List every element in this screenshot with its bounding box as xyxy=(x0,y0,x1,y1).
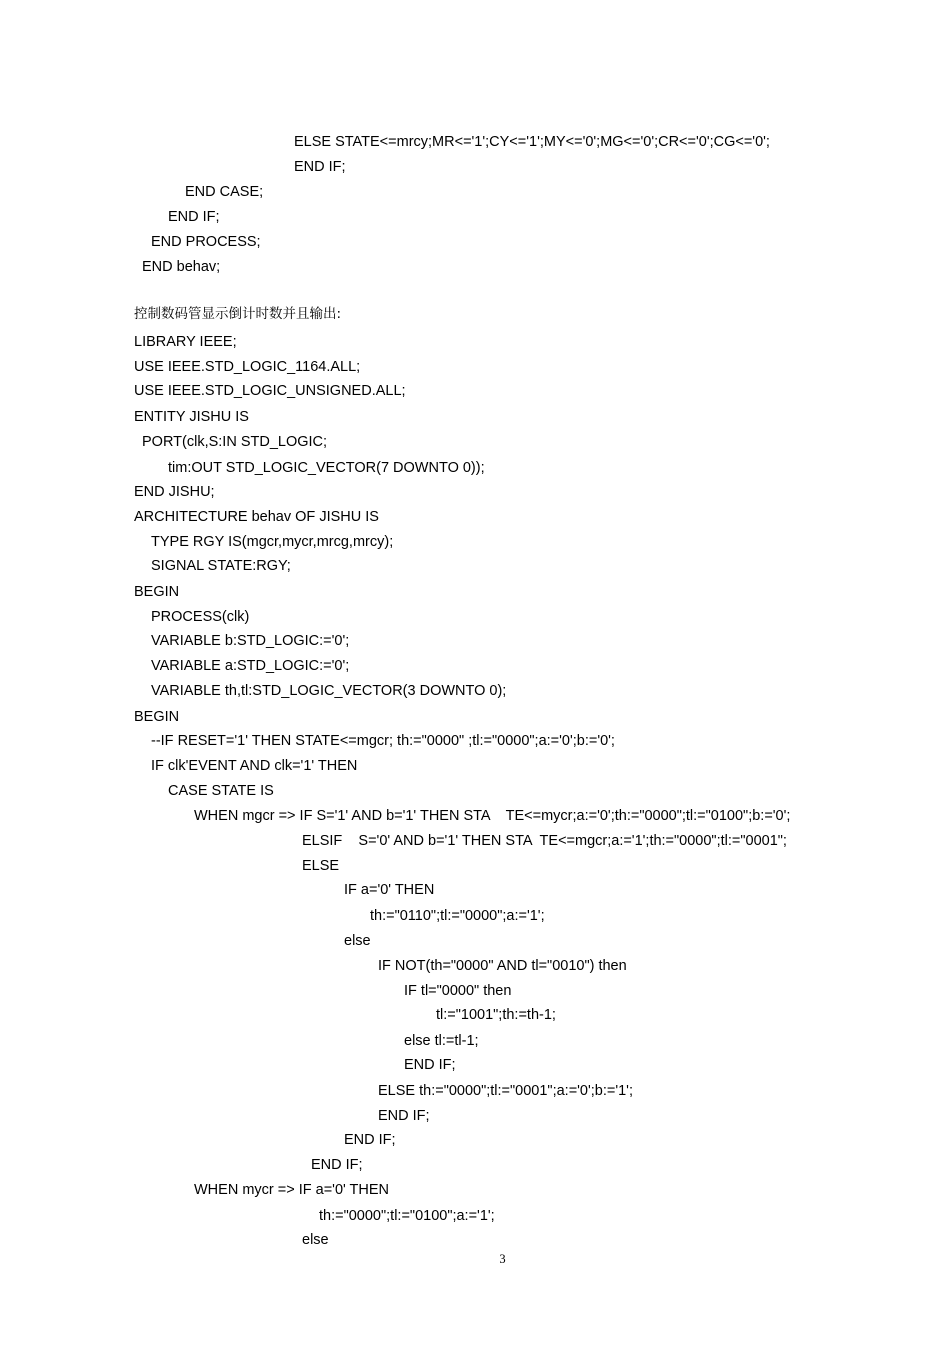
code-line: else tl:=tl-1; xyxy=(404,1033,479,1049)
code-line: USE IEEE.STD_LOGIC_1164.ALL; xyxy=(134,359,361,375)
code-line: th:="0110";tl:="0000";a:='1'; xyxy=(370,908,545,924)
code-line: END IF; xyxy=(404,1057,456,1073)
code-line: END IF; xyxy=(344,1132,396,1148)
code-line: PROCESS(clk) xyxy=(151,609,250,625)
code-line: SIGNAL STATE:RGY; xyxy=(151,558,291,574)
code-line: ARCHITECTURE behav OF JISHU IS xyxy=(134,509,379,525)
code-line: USE IEEE.STD_LOGIC_UNSIGNED.ALL; xyxy=(134,383,406,399)
code-line: tl:="1001";th:=th-1; xyxy=(436,1007,556,1023)
code-line: ENTITY JISHU IS xyxy=(134,409,249,425)
code-line: IF tl="0000" then xyxy=(404,983,512,999)
code-line: END IF; xyxy=(294,159,346,175)
code-line: VARIABLE a:STD_LOGIC:='0'; xyxy=(151,658,350,674)
code-line: ELSIF S='0' AND b='1' THEN STA TE<=mgcr;a:='1';th:="0000";tl:="0001"; xyxy=(302,833,787,849)
code-line: BEGIN xyxy=(134,584,180,600)
code-line: END behav; xyxy=(142,259,221,275)
code-line: END JISHU; xyxy=(134,484,215,500)
code-line: VARIABLE b:STD_LOGIC:='0'; xyxy=(151,633,350,649)
code-line: VARIABLE th,tl:STD_LOGIC_VECTOR(3 DOWNTO 0); xyxy=(151,683,507,699)
code-line: ELSE th:="0000";tl:="0001";a:='0';b:='1'; xyxy=(378,1083,633,1099)
code-line: TYPE RGY IS(mgcr,mycr,mrcg,mrcy); xyxy=(151,534,394,550)
code-line: END IF; xyxy=(311,1157,363,1173)
code-line: END PROCESS; xyxy=(151,234,261,250)
code-line: LIBRARY IEEE; xyxy=(134,334,237,350)
code-line: BEGIN xyxy=(134,709,180,725)
code-line: --IF RESET='1' THEN STATE<=mgcr; th:="0000" ;tl:="0000";a:='0';b:='0'; xyxy=(151,733,615,749)
code-line: IF NOT(th="0000" AND tl="0010") then xyxy=(378,958,627,974)
code-line: tim:OUT STD_LOGIC_VECTOR(7 DOWNTO 0)); xyxy=(168,460,485,476)
code-line: ELSE STATE<=mrcy;MR<='1';CY<='1';MY<='0';MG<='0';CR<='0';CG<='0'; xyxy=(294,134,770,150)
code-line: END IF; xyxy=(168,209,220,225)
code-line: END IF; xyxy=(378,1108,430,1124)
code-line: IF a='0' THEN xyxy=(344,882,435,898)
code-line: END CASE; xyxy=(185,184,264,200)
code-line: PORT(clk,S:IN STD_LOGIC; xyxy=(142,434,328,450)
code-line: CASE STATE IS xyxy=(168,783,274,799)
section-heading: 控制数码管显示倒计时数并且输出: xyxy=(134,306,342,322)
code-line: IF clk'EVENT AND clk='1' THEN xyxy=(151,758,358,774)
code-line: else xyxy=(302,1232,329,1248)
code-line: else xyxy=(344,933,371,949)
code-line: ELSE xyxy=(302,858,340,874)
page-number: 3 xyxy=(499,1252,506,1266)
code-line: th:="0000";tl:="0100";a:='1'; xyxy=(319,1208,495,1224)
code-line: WHEN mycr => IF a='0' THEN xyxy=(194,1182,390,1198)
code-line: WHEN mgcr => IF S='1' AND b='1' THEN STA TE<=mycr;a:='0';th:="0000";tl:="0100";b:='0'; xyxy=(194,808,791,824)
